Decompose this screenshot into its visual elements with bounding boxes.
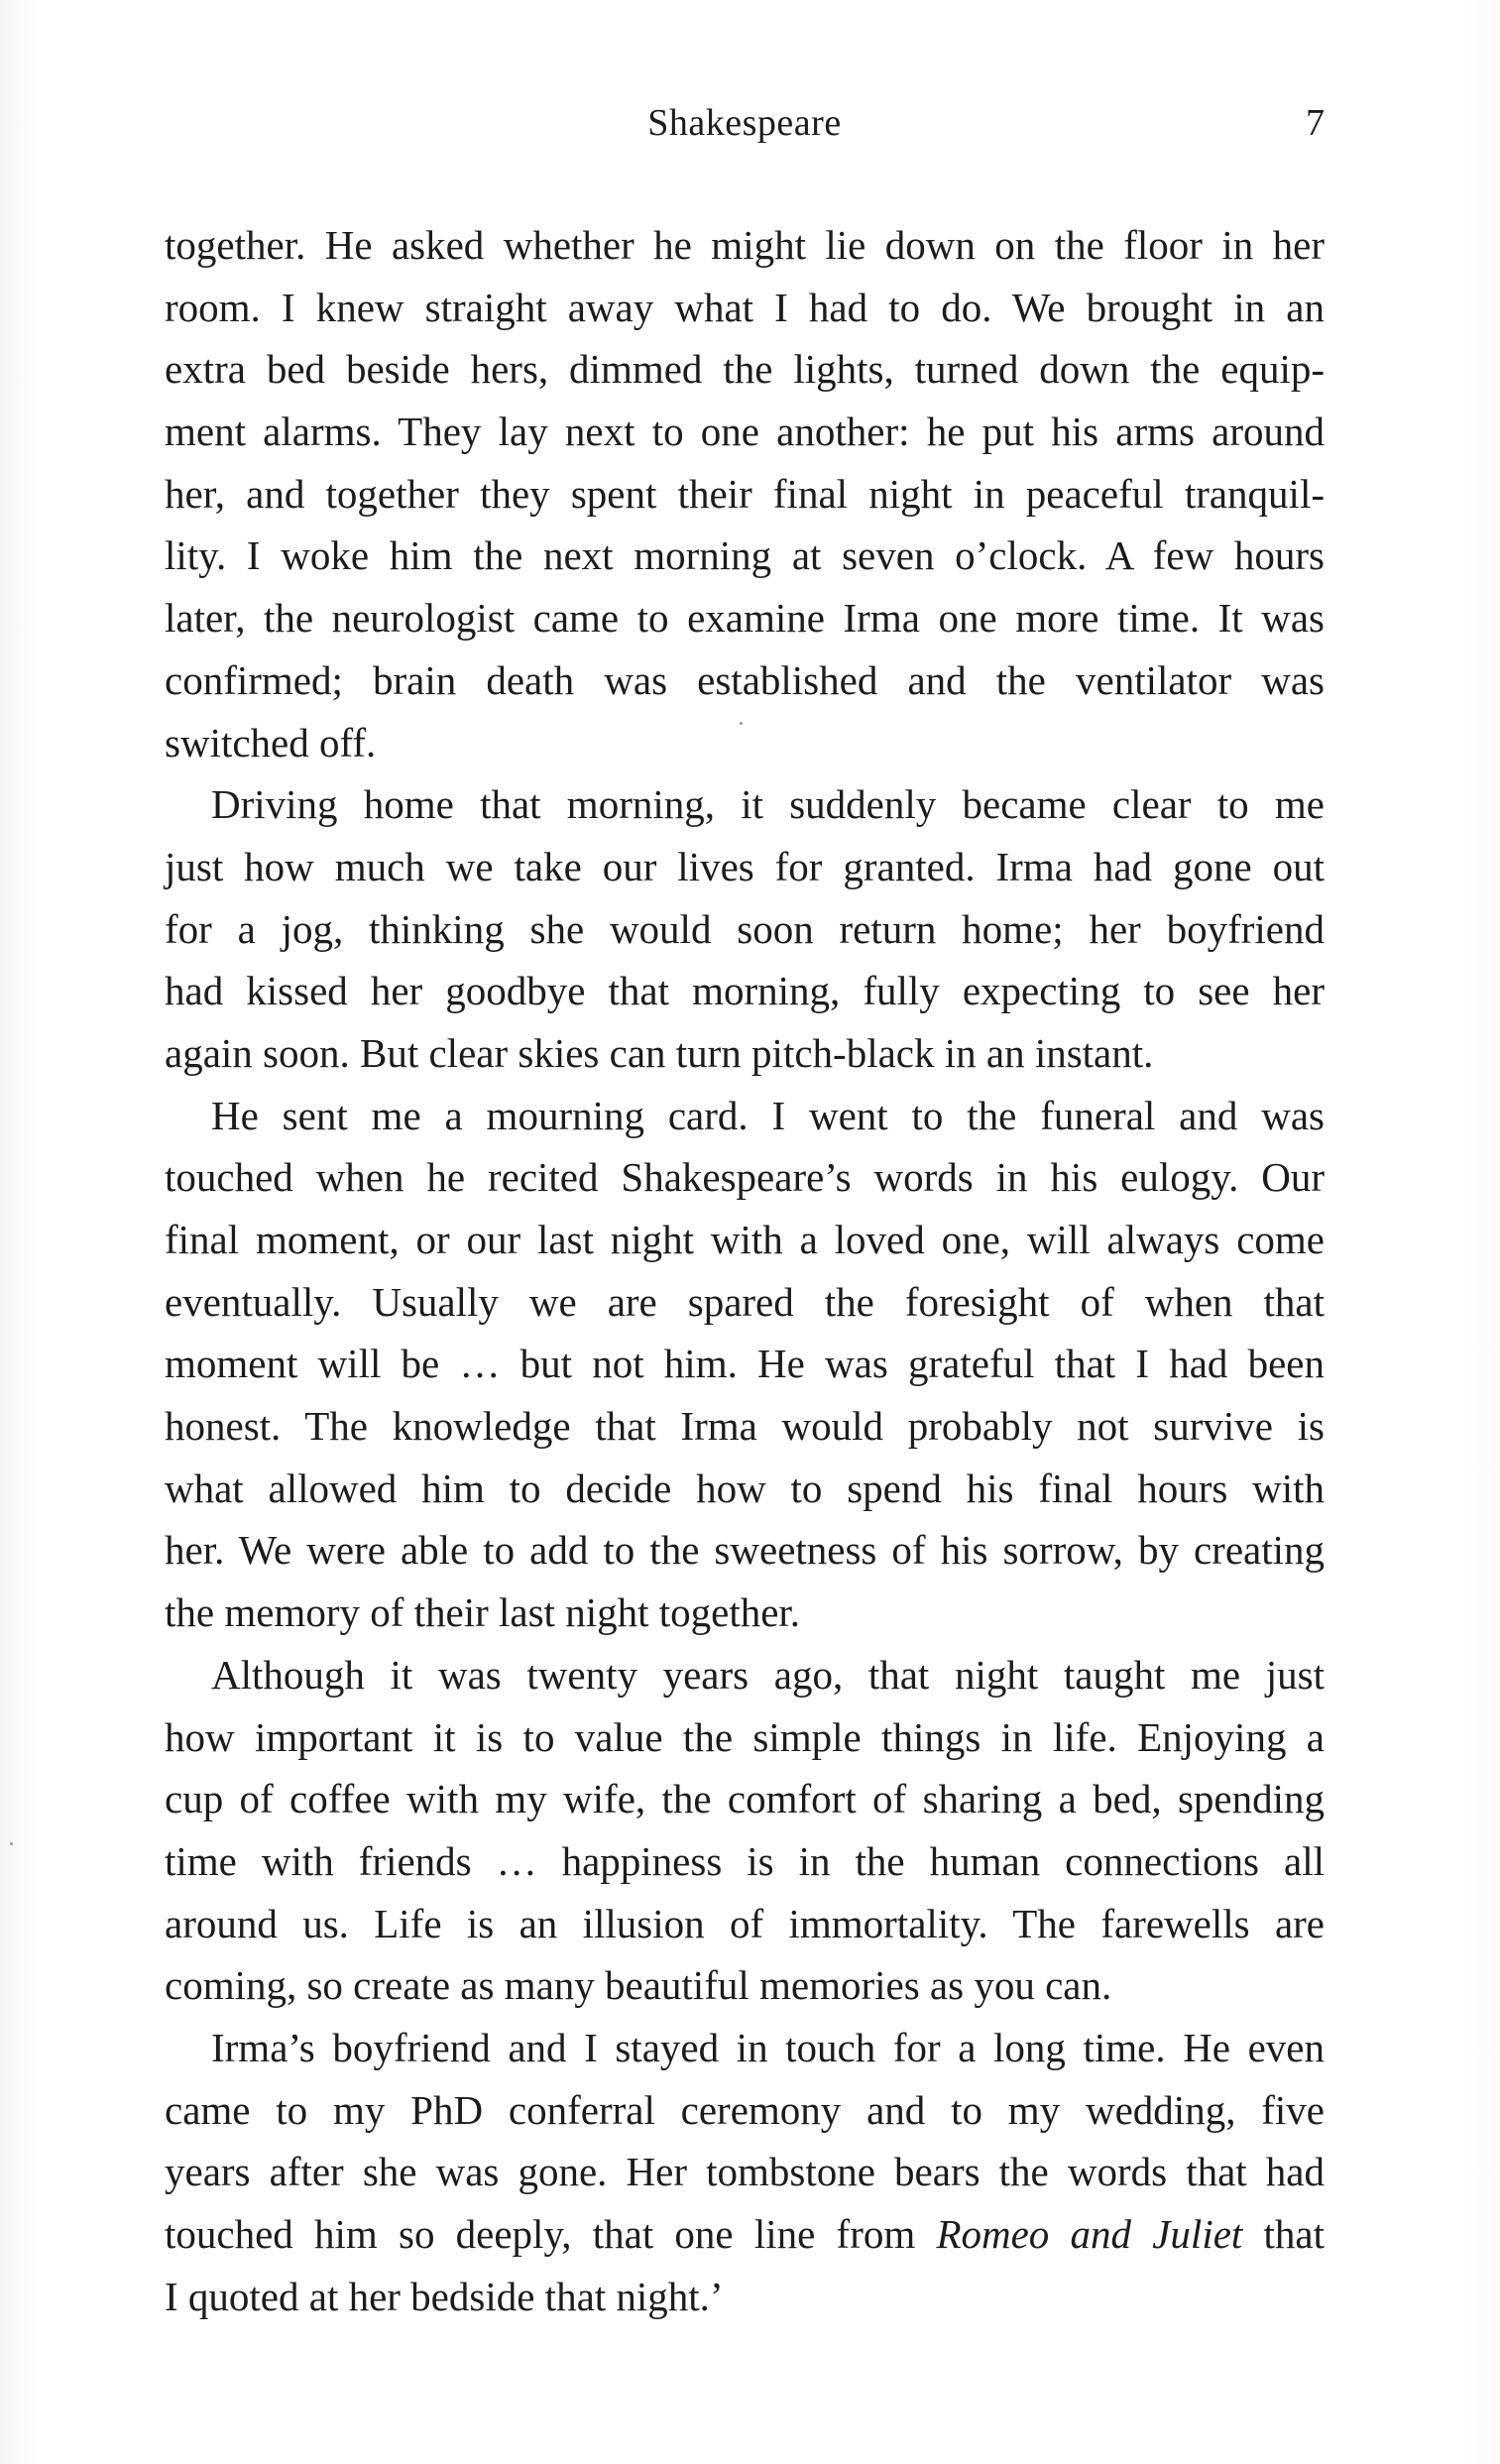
text-line: ment alarms. They lay next to one another: he put his arms around: [165, 409, 1325, 455]
text-line: switched off.: [165, 719, 377, 765]
text-line: what allowed him to decide how to spend his final hours with: [165, 1465, 1325, 1511]
text-line: touched when he recited Shakespeare’s words in his eulogy. Our: [165, 1154, 1325, 1201]
paragraph: [165, 2017, 1325, 2327]
text-line: I quoted at her bedside that night.’: [165, 2273, 724, 2319]
text-line: again soon. But clear skies can turn pitch-black in an instant.: [165, 1029, 1154, 1076]
text-line: together. He asked whether he might lie down on the floor in her: [165, 222, 1325, 268]
text-line: cup of coffee with my wife, the comfort of sharing a bed, spending: [165, 1776, 1325, 1822]
text-line: around us. Life is an illusion of immortality. The farewells are: [165, 1900, 1325, 1946]
text-line: time with friends … happiness is in the human connections all: [165, 1837, 1325, 1884]
text-line: eventually. Usually we are spared the foresight of when that: [165, 1278, 1325, 1325]
print-speck: [10, 1842, 13, 1845]
text-line: years after she was gone. Her tombstone bears the words that had: [165, 2149, 1325, 2195]
text-line: He sent me a mourning card. I went to the funeral and was: [211, 1092, 1325, 1138]
text-line: how important it is to value the simple things in life. Enjoying a: [165, 1713, 1325, 1760]
paragraph: [165, 773, 1325, 1084]
text-line: for a jog, thinking she would soon return home; her boyfriend: [165, 905, 1325, 952]
book-title: Romeo and Juliet: [936, 2211, 1243, 2257]
paragraph: [165, 1644, 1325, 2017]
text-line: room. I knew straight away what I had to do. We brought in an: [165, 284, 1325, 330]
text-line: lity. I woke him the next morning at seven o’clock. A few hours: [165, 532, 1325, 579]
text-line: final moment, or our last night with a loved one, will always come: [165, 1217, 1325, 1262]
text-line: the memory of their last night together.: [165, 1589, 801, 1636]
paragraph: [165, 1085, 1325, 1644]
print-speck: [740, 722, 743, 725]
text-line: just how much we take our lives for granted. Irma had gone out: [165, 843, 1325, 889]
paragraph: [165, 214, 1325, 773]
text-line: came to my PhD conferral ceremony and to my wedding, five: [165, 2086, 1325, 2133]
text-line: confirmed; brain death was established and the ventilator was: [165, 656, 1325, 703]
body-text: [165, 214, 1325, 2327]
text-line: extra bed beside hers, dimmed the lights, turned down the equip-: [165, 346, 1325, 393]
text-line-with-title: [165, 2203, 1325, 2266]
running-head: [165, 97, 1325, 149]
text-line: honest. The knowledge that Irma would probably not survive is: [165, 1403, 1325, 1450]
text-line: Irma’s boyfriend and I stayed in touch for a long time. He even: [211, 2024, 1325, 2070]
text-line: later, the neurologist came to examine Irma one more time. It was: [165, 595, 1325, 642]
text-line: coming, so create as many beautiful memories as you can.: [165, 1962, 1112, 2009]
text-line: Driving home that morning, it suddenly became clear to me: [211, 781, 1325, 828]
text-line: her, and together they spent their final night in peaceful tranquil-: [165, 470, 1325, 517]
text-segment: touched him so deeply, that one line from: [165, 2211, 937, 2257]
text-line: moment will be … but not him. He was grateful that I had been: [165, 1341, 1325, 1387]
text-line: Although it was twenty years ago, that night taught me just: [211, 1651, 1325, 1698]
running-title: Shakespeare: [647, 102, 842, 144]
page-number: 7: [1306, 102, 1325, 144]
text-line: had kissed her goodbye that morning, fully expecting to see her: [165, 968, 1325, 1014]
text-segment: that: [1242, 2211, 1325, 2257]
text-line: her. We were able to add to the sweetness of his sorrow, by creating: [165, 1527, 1325, 1574]
